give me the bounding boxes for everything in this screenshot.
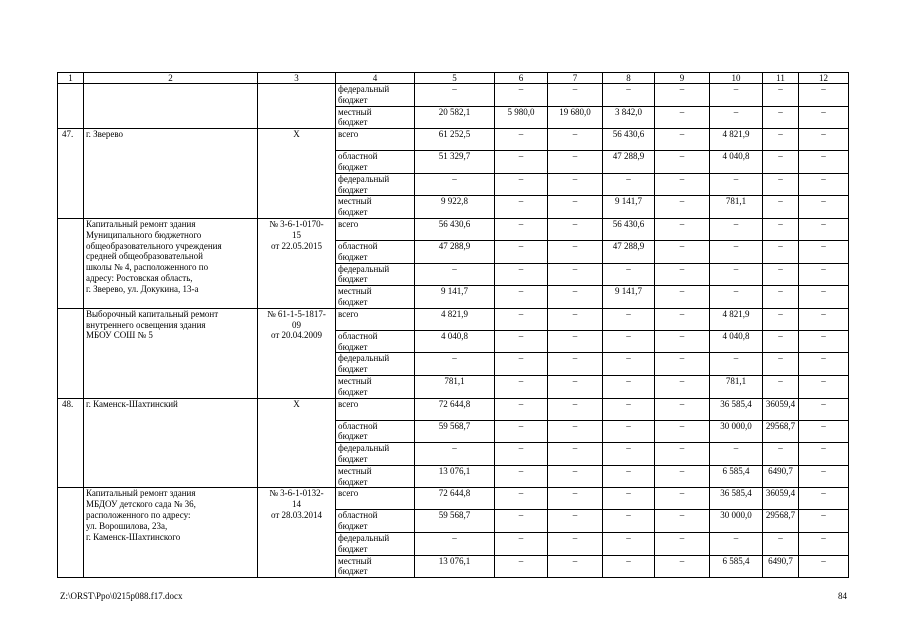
- amount-cell: 781,1: [710, 196, 763, 219]
- amount-cell: 4 040,8: [415, 330, 495, 353]
- amount-cell: 6 585,4: [710, 555, 763, 578]
- amount-cell: –: [495, 555, 548, 578]
- budget-row: [58, 129, 849, 151]
- amount-cell: –: [495, 330, 548, 353]
- amount-cell: 36059,4: [763, 488, 799, 510]
- amount-cell: 9 141,7: [415, 286, 495, 309]
- amount-cell: 9 141,7: [603, 196, 655, 219]
- amount-cell: –: [495, 263, 548, 286]
- amount-cell: –: [655, 286, 710, 309]
- amount-cell: 47 288,9: [415, 240, 495, 263]
- amount-cell: –: [603, 510, 655, 533]
- amount-cell: 56 430,6: [603, 218, 655, 240]
- amount-cell: 9 922,8: [415, 196, 495, 219]
- amount-cell: 56 430,6: [415, 218, 495, 240]
- item-number: [58, 218, 84, 308]
- funding-source: федеральный бюджет: [336, 263, 415, 286]
- amount-cell: 36 585,4: [710, 488, 763, 510]
- item-number: [58, 84, 84, 129]
- amount-cell: –: [799, 286, 849, 309]
- funding-source: федеральный бюджет: [336, 443, 415, 466]
- amount-cell: –: [799, 173, 849, 196]
- amount-cell: –: [495, 443, 548, 466]
- amount-cell: –: [710, 532, 763, 555]
- amount-cell: –: [548, 308, 603, 330]
- funding-source: всего: [336, 308, 415, 330]
- amount-cell: 4 821,9: [710, 308, 763, 330]
- amount-cell: –: [495, 353, 548, 376]
- object-name: Капитальный ремонт здания МБДОУ детского сада № 36, расположенного по адресу: ул. Ворошилова, 23а, г. Каменск-Шахтинского: [84, 488, 258, 578]
- item-number: [58, 488, 84, 578]
- amount-cell: –: [603, 375, 655, 398]
- amount-cell: –: [495, 488, 548, 510]
- amount-cell: 61 252,5: [415, 129, 495, 151]
- amount-cell: –: [655, 106, 710, 129]
- item-number: [58, 308, 84, 398]
- column-number: 8: [603, 73, 655, 84]
- amount-cell: –: [603, 443, 655, 466]
- amount-cell: 56 430,6: [603, 129, 655, 151]
- amount-cell: –: [495, 129, 548, 151]
- amount-cell: –: [548, 443, 603, 466]
- funding-source: федеральный бюджет: [336, 84, 415, 107]
- column-number: 12: [799, 73, 849, 84]
- amount-cell: –: [763, 196, 799, 219]
- amount-cell: –: [548, 151, 603, 174]
- amount-cell: –: [495, 173, 548, 196]
- amount-cell: –: [603, 84, 655, 107]
- funding-source: местный бюджет: [336, 196, 415, 219]
- amount-cell: 20 582,1: [415, 106, 495, 129]
- amount-cell: –: [548, 510, 603, 533]
- amount-cell: –: [655, 240, 710, 263]
- funding-source: всего: [336, 488, 415, 510]
- funding-source: местный бюджет: [336, 375, 415, 398]
- amount-cell: 9 141,7: [603, 286, 655, 309]
- amount-cell: –: [655, 420, 710, 443]
- amount-cell: –: [799, 510, 849, 533]
- funding-source: местный бюджет: [336, 465, 415, 488]
- column-number: 10: [710, 73, 763, 84]
- amount-cell: –: [710, 240, 763, 263]
- amount-cell: –: [548, 532, 603, 555]
- footer-file-path: Z:\ORST\Ppo\0215p088.f17.docx: [60, 591, 183, 601]
- amount-cell: –: [603, 308, 655, 330]
- amount-cell: –: [415, 84, 495, 107]
- amount-cell: –: [548, 84, 603, 107]
- amount-cell: –: [763, 151, 799, 174]
- project-document: [258, 84, 336, 129]
- column-number: 6: [495, 73, 548, 84]
- amount-cell: –: [548, 420, 603, 443]
- amount-cell: –: [763, 286, 799, 309]
- funding-source: федеральный бюджет: [336, 173, 415, 196]
- amount-cell: –: [799, 84, 849, 107]
- amount-cell: –: [415, 353, 495, 376]
- amount-cell: –: [655, 129, 710, 151]
- amount-cell: –: [799, 240, 849, 263]
- amount-cell: 781,1: [710, 375, 763, 398]
- amount-cell: 4 040,8: [710, 151, 763, 174]
- amount-cell: –: [495, 151, 548, 174]
- amount-cell: –: [603, 465, 655, 488]
- amount-cell: 30 000,0: [710, 420, 763, 443]
- budget-row: [58, 308, 849, 330]
- funding-source: областной бюджет: [336, 420, 415, 443]
- amount-cell: –: [415, 443, 495, 466]
- amount-cell: 19 680,0: [548, 106, 603, 129]
- amount-cell: –: [495, 510, 548, 533]
- amount-cell: 4 821,9: [710, 129, 763, 151]
- object-name: Капитальный ремонт здания Муниципального бюджетного общеобразовательного учреждения средней общеобразовательной школы № 4, расположенного по адресу: Ростовская область, г. Зверево, ул. Докукина, 13-а: [84, 218, 258, 308]
- amount-cell: –: [710, 353, 763, 376]
- amount-cell: 13 076,1: [415, 555, 495, 578]
- amount-cell: –: [495, 532, 548, 555]
- amount-cell: –: [799, 555, 849, 578]
- amount-cell: 36059,4: [763, 398, 799, 420]
- amount-cell: –: [799, 375, 849, 398]
- column-number-row: [58, 73, 849, 84]
- project-document: Х: [258, 129, 336, 219]
- amount-cell: –: [655, 151, 710, 174]
- funding-source: всего: [336, 398, 415, 420]
- amount-cell: –: [603, 488, 655, 510]
- funding-source: областной бюджет: [336, 510, 415, 533]
- amount-cell: –: [495, 308, 548, 330]
- amount-cell: –: [655, 532, 710, 555]
- column-number: 11: [763, 73, 799, 84]
- amount-cell: –: [799, 129, 849, 151]
- column-number: 4: [336, 73, 415, 84]
- amount-cell: –: [799, 420, 849, 443]
- object-name: Выборочный капитальный ремонт внутреннего освещения здания МБОУ СОШ № 5: [84, 308, 258, 398]
- funding-source: местный бюджет: [336, 106, 415, 129]
- budget-row: [58, 84, 849, 107]
- amount-cell: –: [603, 353, 655, 376]
- amount-cell: –: [710, 263, 763, 286]
- budget-row: [58, 218, 849, 240]
- amount-cell: –: [763, 106, 799, 129]
- amount-cell: –: [799, 488, 849, 510]
- amount-cell: –: [495, 420, 548, 443]
- column-number: 2: [84, 73, 258, 84]
- project-document: № 3-6-1-0132- 14 от 28.03.2014: [258, 488, 336, 578]
- amount-cell: –: [799, 465, 849, 488]
- column-number: 1: [58, 73, 84, 84]
- amount-cell: –: [763, 443, 799, 466]
- item-number: 48.: [58, 398, 84, 488]
- amount-cell: –: [763, 84, 799, 107]
- amount-cell: –: [655, 263, 710, 286]
- amount-cell: –: [710, 173, 763, 196]
- amount-cell: –: [799, 196, 849, 219]
- amount-cell: –: [763, 308, 799, 330]
- amount-cell: –: [548, 240, 603, 263]
- amount-cell: –: [495, 375, 548, 398]
- amount-cell: –: [799, 443, 849, 466]
- amount-cell: –: [799, 398, 849, 420]
- amount-cell: –: [548, 353, 603, 376]
- funding-source: местный бюджет: [336, 286, 415, 309]
- amount-cell: –: [763, 218, 799, 240]
- amount-cell: 47 288,9: [603, 240, 655, 263]
- budget-table: [57, 72, 849, 578]
- amount-cell: –: [763, 263, 799, 286]
- amount-cell: –: [710, 286, 763, 309]
- amount-cell: 5 980,0: [495, 106, 548, 129]
- amount-cell: –: [603, 420, 655, 443]
- funding-source: всего: [336, 218, 415, 240]
- column-number: 3: [258, 73, 336, 84]
- amount-cell: –: [655, 84, 710, 107]
- amount-cell: –: [799, 330, 849, 353]
- amount-cell: –: [548, 375, 603, 398]
- amount-cell: –: [799, 353, 849, 376]
- amount-cell: –: [655, 510, 710, 533]
- amount-cell: –: [548, 465, 603, 488]
- amount-cell: –: [495, 398, 548, 420]
- amount-cell: –: [548, 129, 603, 151]
- funding-source: федеральный бюджет: [336, 532, 415, 555]
- amount-cell: –: [763, 353, 799, 376]
- amount-cell: 4 821,9: [415, 308, 495, 330]
- amount-cell: –: [655, 218, 710, 240]
- amount-cell: –: [495, 84, 548, 107]
- amount-cell: –: [655, 330, 710, 353]
- amount-cell: –: [603, 173, 655, 196]
- amount-cell: 72 644,8: [415, 488, 495, 510]
- project-document: № 61-1-5-1817- 09 от 20.04.2009: [258, 308, 336, 398]
- funding-source: областной бюджет: [336, 330, 415, 353]
- funding-source: всего: [336, 129, 415, 151]
- amount-cell: –: [799, 532, 849, 555]
- amount-cell: 51 329,7: [415, 151, 495, 174]
- amount-cell: –: [655, 196, 710, 219]
- object-name: [84, 84, 258, 129]
- amount-cell: –: [415, 532, 495, 555]
- amount-cell: –: [495, 196, 548, 219]
- amount-cell: 6490,7: [763, 465, 799, 488]
- amount-cell: –: [603, 532, 655, 555]
- amount-cell: –: [799, 151, 849, 174]
- amount-cell: –: [763, 129, 799, 151]
- amount-cell: –: [603, 555, 655, 578]
- amount-cell: –: [548, 263, 603, 286]
- amount-cell: 4 040,8: [710, 330, 763, 353]
- amount-cell: –: [415, 263, 495, 286]
- amount-cell: –: [548, 196, 603, 219]
- amount-cell: –: [710, 84, 763, 107]
- amount-cell: 6 585,4: [710, 465, 763, 488]
- amount-cell: –: [655, 555, 710, 578]
- amount-cell: –: [548, 555, 603, 578]
- amount-cell: 72 644,8: [415, 398, 495, 420]
- amount-cell: –: [763, 375, 799, 398]
- amount-cell: –: [799, 263, 849, 286]
- funding-source: областной бюджет: [336, 151, 415, 174]
- amount-cell: –: [495, 240, 548, 263]
- amount-cell: –: [603, 330, 655, 353]
- amount-cell: 59 568,7: [415, 510, 495, 533]
- amount-cell: –: [603, 263, 655, 286]
- amount-cell: –: [655, 465, 710, 488]
- amount-cell: –: [415, 173, 495, 196]
- amount-cell: –: [495, 286, 548, 309]
- amount-cell: –: [495, 218, 548, 240]
- amount-cell: –: [655, 398, 710, 420]
- amount-cell: 6490,7: [763, 555, 799, 578]
- funding-source: федеральный бюджет: [336, 353, 415, 376]
- amount-cell: –: [710, 443, 763, 466]
- amount-cell: 59 568,7: [415, 420, 495, 443]
- funding-source: местный бюджет: [336, 555, 415, 578]
- column-number: 5: [415, 73, 495, 84]
- page-number: 84: [838, 591, 847, 601]
- amount-cell: 36 585,4: [710, 398, 763, 420]
- amount-cell: –: [655, 443, 710, 466]
- amount-cell: 47 288,9: [603, 151, 655, 174]
- budget-table-page: [57, 72, 848, 578]
- amount-cell: –: [710, 218, 763, 240]
- amount-cell: –: [548, 286, 603, 309]
- object-name: г. Зверево: [84, 129, 258, 219]
- amount-cell: –: [548, 398, 603, 420]
- amount-cell: –: [548, 218, 603, 240]
- amount-cell: –: [548, 173, 603, 196]
- amount-cell: –: [655, 488, 710, 510]
- amount-cell: –: [799, 308, 849, 330]
- amount-cell: –: [763, 173, 799, 196]
- amount-cell: –: [495, 465, 548, 488]
- amount-cell: –: [710, 106, 763, 129]
- amount-cell: 3 842,0: [603, 106, 655, 129]
- amount-cell: 30 000,0: [710, 510, 763, 533]
- project-document: Х: [258, 398, 336, 488]
- amount-cell: 29568,7: [763, 510, 799, 533]
- amount-cell: –: [763, 532, 799, 555]
- budget-row: [58, 488, 849, 510]
- amount-cell: –: [548, 330, 603, 353]
- amount-cell: –: [763, 240, 799, 263]
- amount-cell: –: [655, 308, 710, 330]
- amount-cell: –: [603, 398, 655, 420]
- amount-cell: 781,1: [415, 375, 495, 398]
- amount-cell: –: [799, 218, 849, 240]
- column-number: 9: [655, 73, 710, 84]
- amount-cell: –: [655, 353, 710, 376]
- item-number: 47.: [58, 129, 84, 219]
- amount-cell: –: [655, 173, 710, 196]
- amount-cell: 13 076,1: [415, 465, 495, 488]
- amount-cell: –: [548, 488, 603, 510]
- funding-source: областной бюджет: [336, 240, 415, 263]
- project-document: № 3-6-1-0170- 15 от 22.05.2015: [258, 218, 336, 308]
- amount-cell: 29568,7: [763, 420, 799, 443]
- column-number: 7: [548, 73, 603, 84]
- amount-cell: –: [763, 330, 799, 353]
- object-name: г. Каменск-Шахтинский: [84, 398, 258, 488]
- budget-row: [58, 398, 849, 420]
- amount-cell: –: [655, 375, 710, 398]
- amount-cell: –: [799, 106, 849, 129]
